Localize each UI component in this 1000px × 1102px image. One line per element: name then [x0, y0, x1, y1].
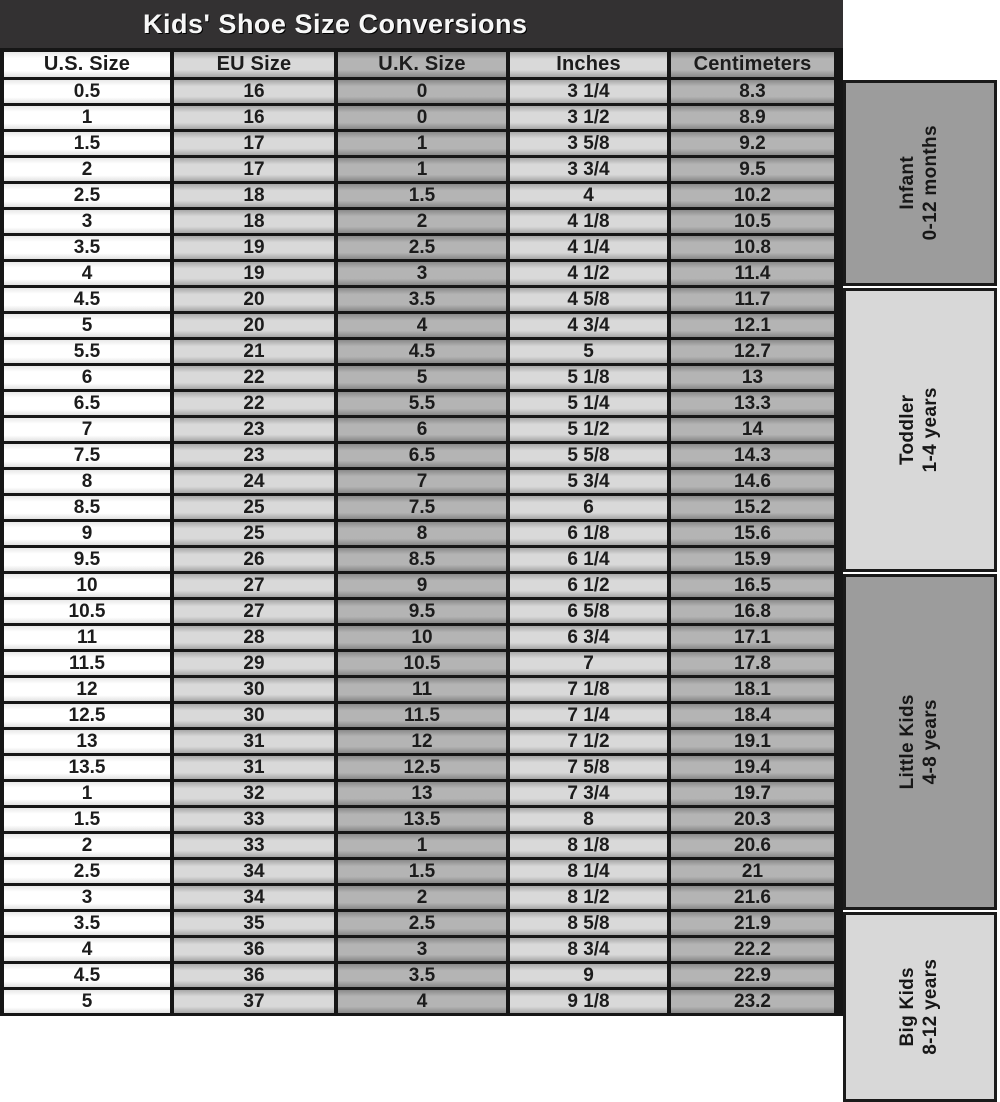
- cell-inches: 8 1/4: [510, 860, 667, 883]
- cell-eu-size: 33: [174, 834, 334, 857]
- cell-us-size: 1.5: [4, 132, 170, 155]
- cell-us-size: 4: [4, 262, 170, 285]
- age-group-little-kids-label: [897, 694, 943, 789]
- cell-centimeters: 15.9: [671, 548, 834, 571]
- cell-us-size: 12: [4, 678, 170, 701]
- table-row: [4, 392, 838, 415]
- cell-uk-size: 10.5: [338, 652, 506, 675]
- cell-uk-size: 0: [338, 80, 506, 103]
- cell-centimeters: 19.4: [671, 756, 834, 779]
- cell-uk-size: 12.5: [338, 756, 506, 779]
- cell-centimeters: 8.3: [671, 80, 834, 103]
- cell-inches: 5 1/2: [510, 418, 667, 441]
- cell-inches: 8 1/8: [510, 834, 667, 857]
- age-group-range: 8-12 years: [920, 959, 941, 1055]
- cell-us-size: 2: [4, 158, 170, 181]
- cell-uk-size: 11.5: [338, 704, 506, 727]
- cell-centimeters: 11.7: [671, 288, 834, 311]
- cell-centimeters: 19.7: [671, 782, 834, 805]
- cell-us-size: 6.5: [4, 392, 170, 415]
- cell-us-size: 5: [4, 314, 170, 337]
- cell-eu-size: 20: [174, 288, 334, 311]
- cell-eu-size: 30: [174, 678, 334, 701]
- cell-centimeters: 18.4: [671, 704, 834, 727]
- cell-centimeters: 10.2: [671, 184, 834, 207]
- cell-inches: 8: [510, 808, 667, 831]
- cell-uk-size: 3: [338, 938, 506, 961]
- cell-inches: 9: [510, 964, 667, 987]
- cell-centimeters: 14: [671, 418, 834, 441]
- cell-uk-size: 1: [338, 158, 506, 181]
- cell-centimeters: 16.5: [671, 574, 834, 597]
- cell-eu-size: 36: [174, 964, 334, 987]
- cell-eu-size: 29: [174, 652, 334, 675]
- cell-inches: 9 1/8: [510, 990, 667, 1013]
- cell-eu-size: 24: [174, 470, 334, 493]
- cell-inches: 6 1/4: [510, 548, 667, 571]
- cell-inches: 5 5/8: [510, 444, 667, 467]
- cell-us-size: 2.5: [4, 184, 170, 207]
- cell-us-size: 4: [4, 938, 170, 961]
- cell-uk-size: 13.5: [338, 808, 506, 831]
- cell-centimeters: 12.1: [671, 314, 834, 337]
- cell-inches: 3 3/4: [510, 158, 667, 181]
- column-header-inches: Inches: [510, 52, 667, 77]
- age-group-toddler-label: [897, 387, 943, 472]
- cell-uk-size: 5: [338, 366, 506, 389]
- cell-us-size: 7.5: [4, 444, 170, 467]
- cell-us-size: 12.5: [4, 704, 170, 727]
- cell-eu-size: 17: [174, 158, 334, 181]
- table-body: [4, 80, 838, 1013]
- cell-us-size: 0.5: [4, 80, 170, 103]
- table-row: [4, 314, 838, 337]
- cell-centimeters: 14.6: [671, 470, 834, 493]
- cell-eu-size: 17: [174, 132, 334, 155]
- age-group-big-kids-label: [897, 959, 943, 1055]
- age-group-range: 4-8 years: [919, 699, 941, 785]
- cell-eu-size: 22: [174, 392, 334, 415]
- cell-uk-size: 2.5: [338, 912, 506, 935]
- cell-inches: 7 1/4: [510, 704, 667, 727]
- cell-us-size: 10: [4, 574, 170, 597]
- column-header-eu-size: EU Size: [174, 52, 334, 77]
- cell-uk-size: 8: [338, 522, 506, 545]
- age-group-name: Infant: [897, 156, 919, 210]
- cell-uk-size: 4: [338, 990, 506, 1013]
- table-row: [4, 808, 838, 831]
- cell-uk-size: 7.5: [338, 496, 506, 519]
- cell-us-size: 13: [4, 730, 170, 753]
- table-row: [4, 132, 838, 155]
- cell-us-size: 11: [4, 626, 170, 649]
- cell-eu-size: 25: [174, 522, 334, 545]
- cell-inches: 6 3/4: [510, 626, 667, 649]
- cell-eu-size: 33: [174, 808, 334, 831]
- cell-inches: 6: [510, 496, 667, 519]
- cell-uk-size: 6: [338, 418, 506, 441]
- cell-us-size: 3.5: [4, 236, 170, 259]
- cell-us-size: 1: [4, 106, 170, 129]
- table-row: [4, 860, 838, 883]
- table-row: [4, 626, 838, 649]
- cell-inches: 7 5/8: [510, 756, 667, 779]
- cell-centimeters: 21: [671, 860, 834, 883]
- cell-uk-size: 3.5: [338, 964, 506, 987]
- cell-inches: 6 1/2: [510, 574, 667, 597]
- cell-uk-size: 3.5: [338, 288, 506, 311]
- cell-centimeters: 23.2: [671, 990, 834, 1013]
- cell-uk-size: 10: [338, 626, 506, 649]
- cell-centimeters: 17.1: [671, 626, 834, 649]
- table-row: [4, 652, 838, 675]
- cell-inches: 7: [510, 652, 667, 675]
- table-row: [4, 158, 838, 181]
- cell-us-size: 5: [4, 990, 170, 1013]
- cell-us-size: 13.5: [4, 756, 170, 779]
- cell-centimeters: 16.8: [671, 600, 834, 623]
- cell-eu-size: 32: [174, 782, 334, 805]
- cell-centimeters: 20.6: [671, 834, 834, 857]
- table-row: [4, 236, 838, 259]
- cell-uk-size: 4: [338, 314, 506, 337]
- cell-us-size: 3: [4, 886, 170, 909]
- title-bar: [0, 0, 843, 48]
- age-group-name: Little Kids: [897, 694, 919, 790]
- cell-us-size: 3: [4, 210, 170, 233]
- cell-uk-size: 9: [338, 574, 506, 597]
- cell-inches: 5 3/4: [510, 470, 667, 493]
- cell-centimeters: 11.4: [671, 262, 834, 285]
- cell-inches: 4 1/4: [510, 236, 667, 259]
- cell-eu-size: 36: [174, 938, 334, 961]
- age-group-name: Big Kids: [897, 967, 919, 1047]
- table-row: [4, 366, 838, 389]
- cell-centimeters: 15.6: [671, 522, 834, 545]
- cell-uk-size: 0: [338, 106, 506, 129]
- table-row: [4, 184, 838, 207]
- cell-inches: 6 5/8: [510, 600, 667, 623]
- cell-eu-size: 27: [174, 574, 334, 597]
- cell-us-size: 11.5: [4, 652, 170, 675]
- table-row: [4, 262, 838, 285]
- cell-us-size: 9: [4, 522, 170, 545]
- cell-us-size: 8.5: [4, 496, 170, 519]
- cell-eu-size: 22: [174, 366, 334, 389]
- cell-us-size: 2.5: [4, 860, 170, 883]
- table-row: [4, 444, 838, 467]
- cell-uk-size: 7: [338, 470, 506, 493]
- table-row: [4, 340, 838, 363]
- cell-us-size: 3.5: [4, 912, 170, 935]
- cell-eu-size: 25: [174, 496, 334, 519]
- cell-centimeters: 10.5: [671, 210, 834, 233]
- table-row: [4, 80, 838, 103]
- cell-eu-size: 21: [174, 340, 334, 363]
- page-title: Kids' Shoe Size Conversions: [143, 8, 528, 39]
- cell-us-size: 6: [4, 366, 170, 389]
- table-row: [4, 834, 838, 857]
- cell-us-size: 1: [4, 782, 170, 805]
- cell-inches: 5 1/8: [510, 366, 667, 389]
- table-row: [4, 938, 838, 961]
- cell-us-size: 4.5: [4, 964, 170, 987]
- cell-inches: 4 1/2: [510, 262, 667, 285]
- cell-eu-size: 23: [174, 444, 334, 467]
- table-row: [4, 288, 838, 311]
- cell-uk-size: 1.5: [338, 184, 506, 207]
- cell-eu-size: 34: [174, 860, 334, 883]
- age-group-little-kids: [843, 574, 997, 910]
- column-header-centimeters: Centimeters: [671, 52, 834, 77]
- table-row: [4, 886, 838, 909]
- cell-inches: 4: [510, 184, 667, 207]
- cell-centimeters: 10.8: [671, 236, 834, 259]
- cell-centimeters: 8.9: [671, 106, 834, 129]
- cell-centimeters: 22.2: [671, 938, 834, 961]
- cell-inches: 7 1/2: [510, 730, 667, 753]
- cell-centimeters: 13: [671, 366, 834, 389]
- cell-uk-size: 1: [338, 834, 506, 857]
- age-group-toddler: [843, 288, 997, 572]
- cell-centimeters: 21.9: [671, 912, 834, 935]
- cell-us-size: 7: [4, 418, 170, 441]
- cell-inches: 7 3/4: [510, 782, 667, 805]
- table-row: [4, 522, 838, 545]
- cell-uk-size: 1: [338, 132, 506, 155]
- cell-centimeters: 21.6: [671, 886, 834, 909]
- cell-eu-size: 34: [174, 886, 334, 909]
- cell-eu-size: 31: [174, 756, 334, 779]
- size-conversion-table: [0, 48, 843, 1016]
- cell-eu-size: 35: [174, 912, 334, 935]
- cell-eu-size: 16: [174, 106, 334, 129]
- cell-eu-size: 30: [174, 704, 334, 727]
- cell-inches: 3 1/2: [510, 106, 667, 129]
- cell-centimeters: 17.8: [671, 652, 834, 675]
- cell-inches: 8 1/2: [510, 886, 667, 909]
- table-row: [4, 600, 838, 623]
- table-row: [4, 990, 838, 1013]
- age-group-infant-label: [897, 125, 943, 240]
- table-row: [4, 470, 838, 493]
- age-group-range: 1-4 years: [919, 387, 941, 473]
- cell-uk-size: 4.5: [338, 340, 506, 363]
- age-group-range: 0-12 months: [920, 125, 941, 241]
- table-row: [4, 704, 838, 727]
- cell-us-size: 8: [4, 470, 170, 493]
- cell-uk-size: 2.5: [338, 236, 506, 259]
- cell-eu-size: 23: [174, 418, 334, 441]
- cell-eu-size: 31: [174, 730, 334, 753]
- cell-eu-size: 19: [174, 236, 334, 259]
- cell-uk-size: 1.5: [338, 860, 506, 883]
- cell-inches: 3 1/4: [510, 80, 667, 103]
- table-row: [4, 418, 838, 441]
- cell-uk-size: 9.5: [338, 600, 506, 623]
- cell-centimeters: 14.3: [671, 444, 834, 467]
- table-row: [4, 678, 838, 701]
- cell-uk-size: 2: [338, 210, 506, 233]
- cell-us-size: 1.5: [4, 808, 170, 831]
- table-row: [4, 496, 838, 519]
- cell-uk-size: 6.5: [338, 444, 506, 467]
- cell-us-size: 4.5: [4, 288, 170, 311]
- cell-eu-size: 16: [174, 80, 334, 103]
- cell-uk-size: 5.5: [338, 392, 506, 415]
- cell-centimeters: 19.1: [671, 730, 834, 753]
- cell-uk-size: 11: [338, 678, 506, 701]
- cell-eu-size: 20: [174, 314, 334, 337]
- table-row: [4, 964, 838, 987]
- cell-uk-size: 8.5: [338, 548, 506, 571]
- table-row: [4, 210, 838, 233]
- age-group-name: Toddler: [897, 394, 919, 466]
- cell-inches: 6 1/8: [510, 522, 667, 545]
- cell-inches: 5 1/4: [510, 392, 667, 415]
- cell-inches: 8 3/4: [510, 938, 667, 961]
- cell-us-size: 10.5: [4, 600, 170, 623]
- age-group-big-kids: [843, 912, 997, 1102]
- column-header-uk-size: U.K. Size: [338, 52, 506, 77]
- cell-centimeters: 9.2: [671, 132, 834, 155]
- cell-inches: 3 5/8: [510, 132, 667, 155]
- cell-centimeters: 9.5: [671, 158, 834, 181]
- cell-inches: 8 5/8: [510, 912, 667, 935]
- cell-eu-size: 19: [174, 262, 334, 285]
- cell-centimeters: 22.9: [671, 964, 834, 987]
- table-row: [4, 756, 838, 779]
- cell-eu-size: 28: [174, 626, 334, 649]
- cell-inches: 4 1/8: [510, 210, 667, 233]
- cell-uk-size: 13: [338, 782, 506, 805]
- table-row: [4, 548, 838, 571]
- age-group-infant: [843, 80, 997, 286]
- cell-uk-size: 2: [338, 886, 506, 909]
- table-row: [4, 782, 838, 805]
- table-header-row: [4, 52, 838, 77]
- table-row: [4, 730, 838, 753]
- table-row: [4, 912, 838, 935]
- cell-inches: 5: [510, 340, 667, 363]
- cell-eu-size: 18: [174, 210, 334, 233]
- cell-eu-size: 26: [174, 548, 334, 571]
- cell-centimeters: 18.1: [671, 678, 834, 701]
- cell-inches: 7 1/8: [510, 678, 667, 701]
- cell-centimeters: 20.3: [671, 808, 834, 831]
- cell-centimeters: 12.7: [671, 340, 834, 363]
- cell-uk-size: 12: [338, 730, 506, 753]
- table-row: [4, 106, 838, 129]
- cell-eu-size: 18: [174, 184, 334, 207]
- cell-centimeters: 15.2: [671, 496, 834, 519]
- cell-us-size: 5.5: [4, 340, 170, 363]
- cell-eu-size: 27: [174, 600, 334, 623]
- cell-eu-size: 37: [174, 990, 334, 1013]
- column-header-us-size: U.S. Size: [4, 52, 170, 77]
- cell-inches: 4 5/8: [510, 288, 667, 311]
- table-row: [4, 574, 838, 597]
- cell-uk-size: 3: [338, 262, 506, 285]
- cell-inches: 4 3/4: [510, 314, 667, 337]
- cell-us-size: 9.5: [4, 548, 170, 571]
- cell-us-size: 2: [4, 834, 170, 857]
- cell-centimeters: 13.3: [671, 392, 834, 415]
